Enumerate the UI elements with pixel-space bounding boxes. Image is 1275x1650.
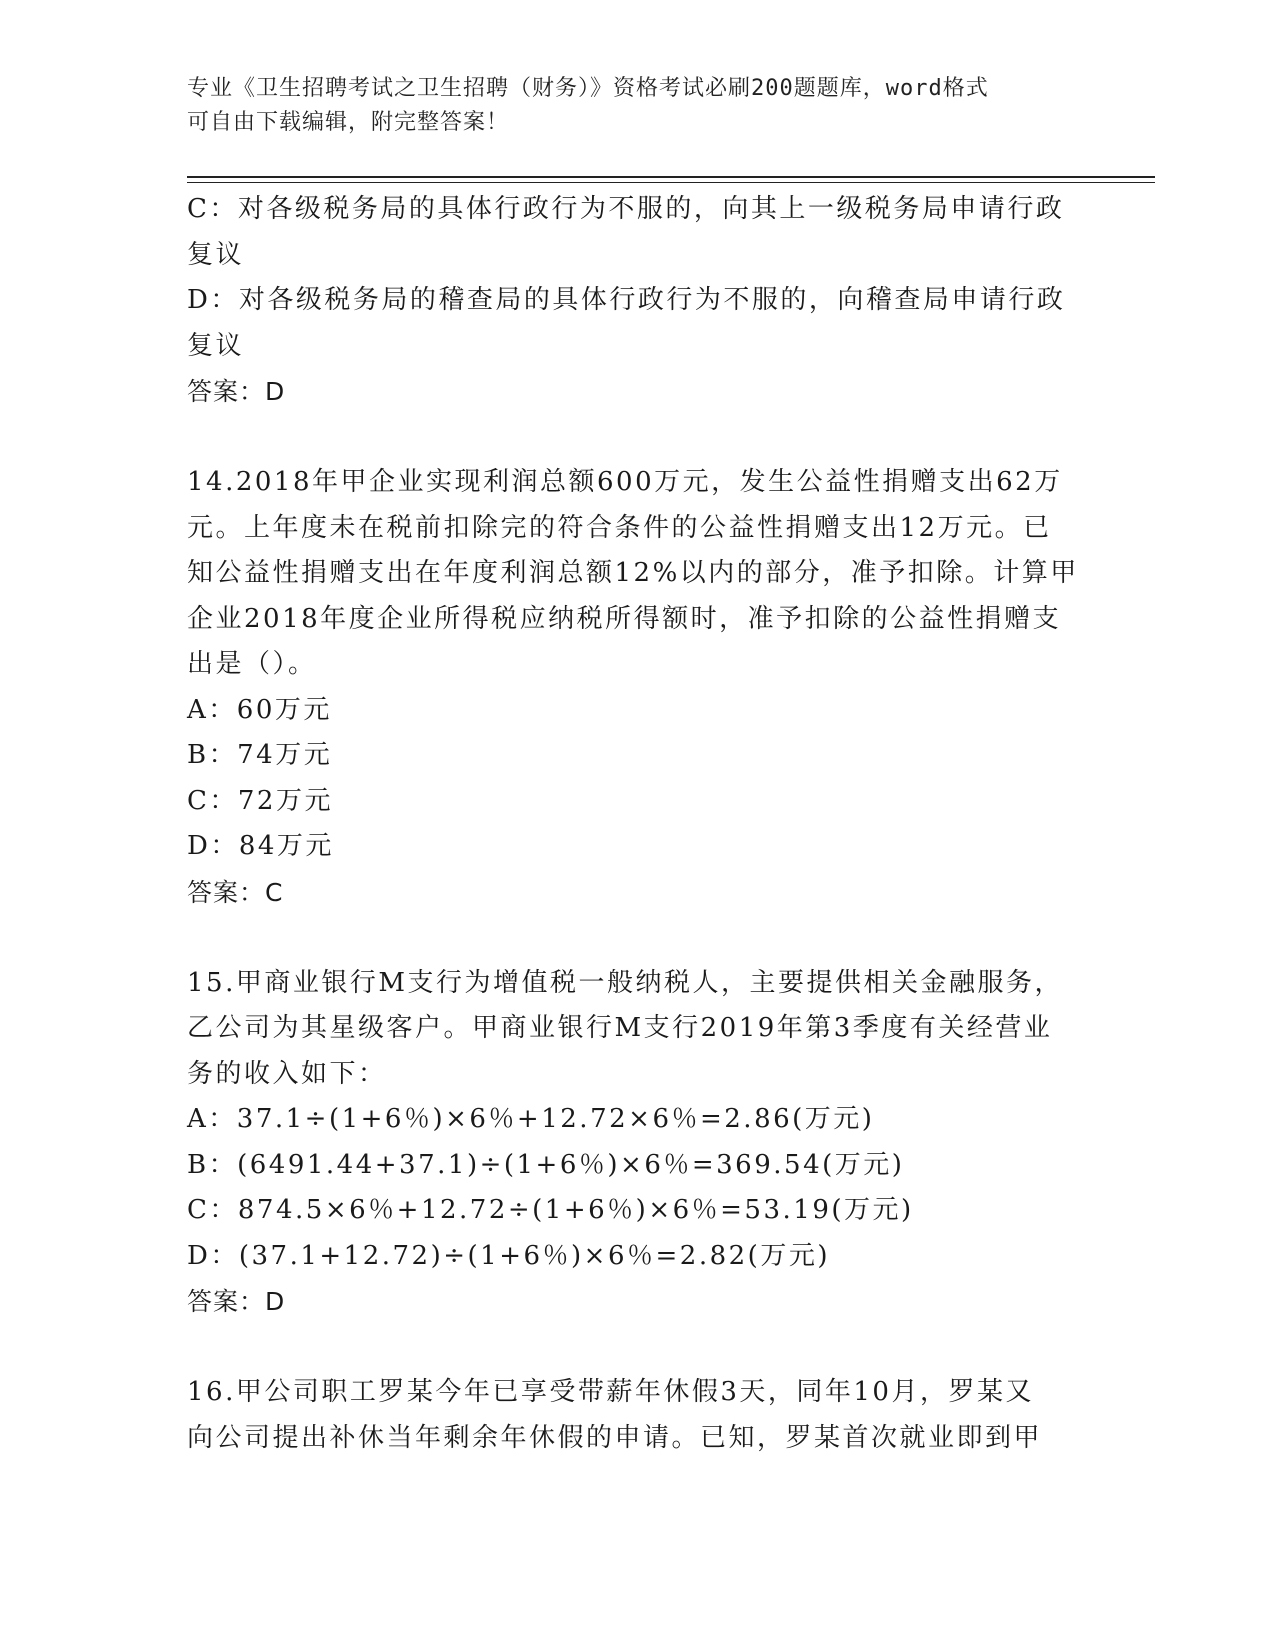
q14-option-d: D：84万元 bbox=[187, 831, 334, 861]
q13-option-d-line-1: D：对各级税务局的稽查局的具体行政行为不服的，向稽查局申请行政 bbox=[187, 285, 1066, 315]
q15-option-b: B：(6491.44+37.1)÷(1+6％)×6％=369.54(万元) bbox=[187, 1149, 905, 1180]
q14-stem-line-4: 企业2018年度企业所得税应纳税所得额时，准予扣除的公益性捐赠支 bbox=[187, 603, 1062, 634]
q15-option-a: A：37.1÷(1+6％)×6％+12.72×6％=2.86(万元) bbox=[187, 1104, 875, 1134]
q14-option-c: C：72万元 bbox=[187, 785, 333, 816]
q16-stem-line-1: 16.甲公司职工罗某今年已享受带薪年休假3天，同年10月，罗某又 bbox=[187, 1377, 1034, 1407]
q15-answer: 答案：D bbox=[187, 1287, 286, 1316]
spacer bbox=[187, 415, 1087, 461]
question-15 bbox=[187, 961, 1087, 1325]
document-body bbox=[187, 187, 1087, 1461]
q15-stem-line-3: 务的收入如下： bbox=[187, 1058, 387, 1089]
q15-stem-line-2: 乙公司为其星级客户。甲商业银行M支行2019年第3季度有关经营业 bbox=[187, 1013, 1053, 1043]
document-header bbox=[187, 72, 1067, 140]
question-13 bbox=[187, 187, 1087, 415]
q14-option-a: A：60万元 bbox=[187, 694, 332, 725]
question-14 bbox=[187, 460, 1087, 915]
question-16 bbox=[187, 1370, 1087, 1461]
q14-option-b: B：74万元 bbox=[187, 740, 333, 770]
q15-option-d: D：(37.1+12.72)÷(1+6％)×6％=2.82(万元) bbox=[187, 1240, 830, 1271]
header-divider-thick bbox=[187, 176, 1155, 178]
q15-stem-line-1: 15.甲商业银行M支行为增值税一般纳税人，主要提供相关金融服务， bbox=[187, 967, 1063, 998]
q15-option-c: C：874.5×6％+12.72÷(1+6％)×6％=53.19(万元) bbox=[187, 1195, 914, 1225]
spacer bbox=[187, 1325, 1087, 1371]
q16-stem-line-2: 向公司提出补休当年剩余年休假的申请。已知，罗某首次就业即到甲 bbox=[187, 1422, 1043, 1453]
q14-stem-line-1: 14.2018年甲企业实现利润总额600万元，发生公益性捐赠支出62万 bbox=[187, 467, 1063, 497]
q14-stem-line-3: 知公益性捐赠支出在年度利润总额12%以内的部分，准予扣除。计算甲 bbox=[187, 558, 1079, 588]
header-divider-thin bbox=[187, 182, 1155, 183]
q13-answer: 答案：D bbox=[187, 377, 286, 406]
q14-answer: 答案：C bbox=[187, 877, 284, 907]
header-title-line-2: 可自由下载编辑，附完整答案！ bbox=[187, 110, 510, 135]
q13-option-d-line-2: 复议 bbox=[187, 330, 245, 361]
header-title-line-1: 专业《卫生招聘考试之卫生招聘（财务）》资格考试必刷200题题库，word格式 bbox=[187, 76, 989, 101]
q14-stem-line-5: 出是（）。 bbox=[187, 649, 317, 679]
q13-option-c-line-1: C：对各级税务局的具体行政行为不服的，向其上一级税务局申请行政 bbox=[187, 194, 1065, 224]
spacer bbox=[187, 915, 1087, 961]
q13-option-c-line-2: 复议 bbox=[187, 239, 245, 270]
q14-stem-line-2: 元。上年度未在税前扣除完的符合条件的公益性捐赠支出12万元。已 bbox=[187, 512, 1052, 543]
